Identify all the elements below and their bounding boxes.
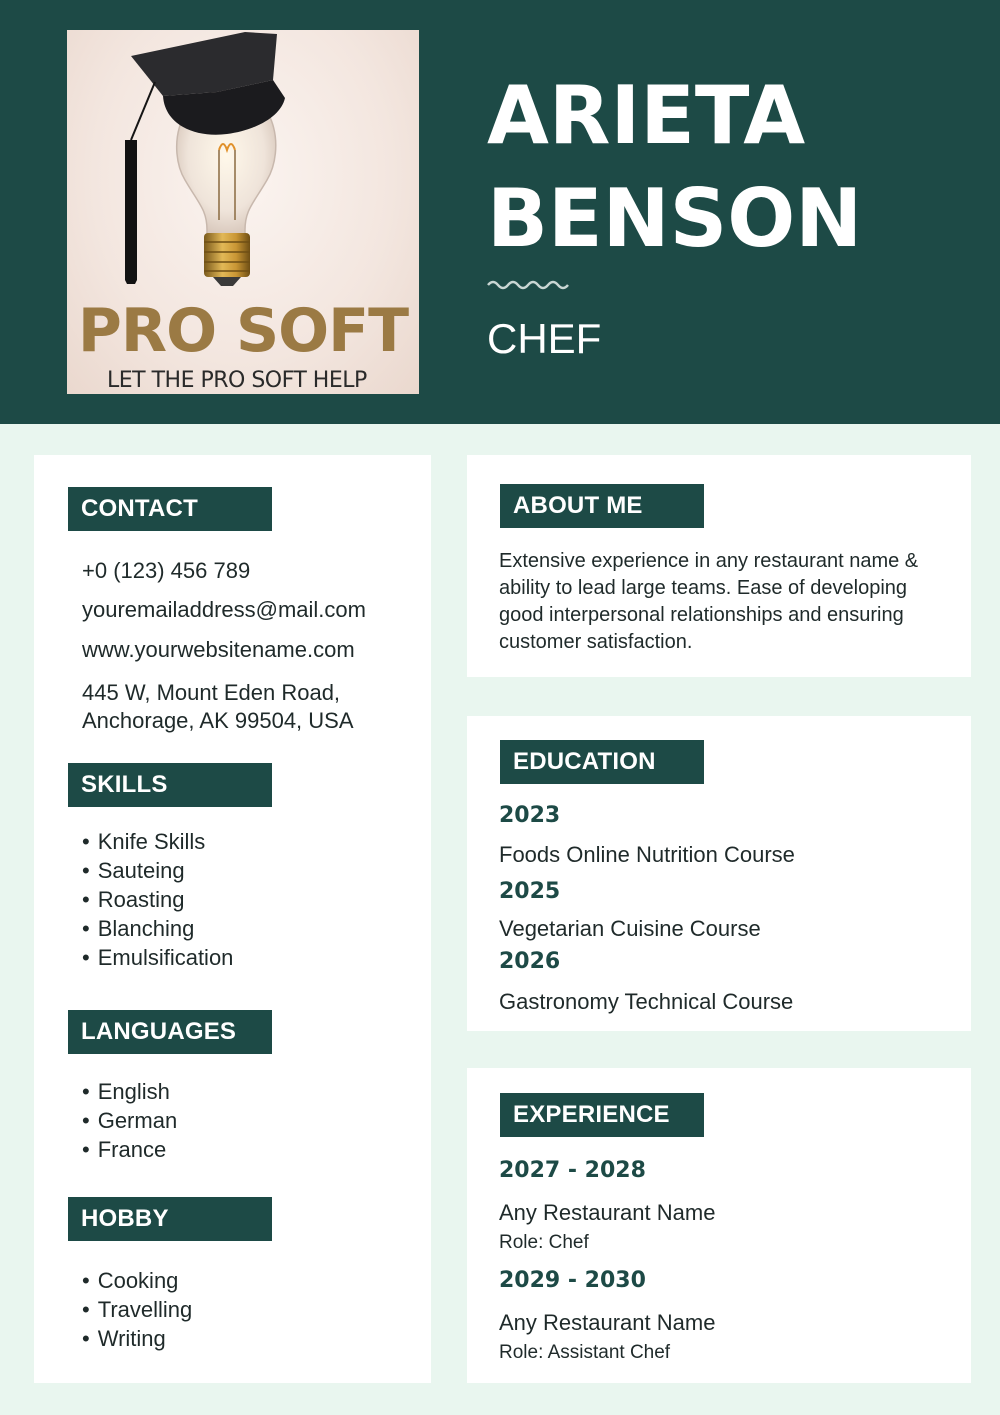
about-text bbox=[499, 548, 959, 656]
about-line: customer satisfaction. bbox=[499, 631, 693, 653]
brand-tagline: LET THE PRO SOFT HELP bbox=[107, 368, 367, 393]
about-line: good interpersonal relationships and ensuring bbox=[499, 604, 904, 626]
languages-heading: LANGUAGES bbox=[68, 1010, 272, 1054]
about-line: Extensive experience in any restaurant name & bbox=[499, 550, 919, 572]
hobby-list bbox=[82, 1266, 192, 1353]
hobby-heading: HOBBY bbox=[68, 1197, 272, 1241]
list-item: • Sauteing bbox=[82, 856, 233, 885]
job-title: CHEF bbox=[487, 315, 602, 362]
experience-role: Role: Assistant Chef bbox=[499, 1342, 671, 1363]
experience-years: 2029 - 2030 bbox=[499, 1268, 646, 1293]
contact-heading: CONTACT bbox=[68, 487, 272, 531]
experience-years: 2027 - 2028 bbox=[499, 1158, 646, 1183]
list-item: • Travelling bbox=[82, 1295, 192, 1324]
resume-header bbox=[0, 0, 1000, 424]
about-card bbox=[467, 455, 971, 677]
left-column-card bbox=[34, 455, 431, 1383]
experience-card bbox=[467, 1068, 971, 1383]
contact-website: www.yourwebsitename.com bbox=[82, 637, 355, 662]
education-year: 2023 bbox=[499, 803, 561, 828]
experience-role: Role: Chef bbox=[499, 1232, 589, 1253]
first-name: ARIETA bbox=[487, 69, 806, 162]
list-item: • France bbox=[82, 1135, 177, 1164]
experience-heading: EXPERIENCE bbox=[500, 1093, 704, 1137]
education-course: Vegetarian Cuisine Course bbox=[499, 916, 761, 941]
list-item: • German bbox=[82, 1106, 177, 1135]
about-line: ability to lead large teams. Ease of developing bbox=[499, 577, 908, 599]
skills-heading: SKILLS bbox=[68, 763, 272, 807]
education-heading: EDUCATION bbox=[500, 740, 704, 784]
education-year: 2026 bbox=[499, 949, 561, 974]
wave-divider-icon bbox=[487, 278, 569, 290]
education-year: 2025 bbox=[499, 879, 561, 904]
skills-list bbox=[82, 827, 233, 972]
contact-email: youremailaddress@mail.com bbox=[82, 597, 366, 622]
brand-name: PRO SOFT bbox=[77, 296, 409, 366]
list-item: • Emulsification bbox=[82, 943, 233, 972]
list-item: • Knife Skills bbox=[82, 827, 233, 856]
contact-phone: +0 (123) 456 789 bbox=[82, 558, 251, 583]
languages-list bbox=[82, 1077, 177, 1164]
logo-image bbox=[67, 30, 419, 394]
list-item: • Roasting bbox=[82, 885, 233, 914]
list-item: • English bbox=[82, 1077, 177, 1106]
contact-address-line2: Anchorage, AK 99504, USA bbox=[82, 708, 354, 733]
about-heading: ABOUT ME bbox=[500, 484, 704, 528]
education-card bbox=[467, 716, 971, 1031]
education-course: Gastronomy Technical Course bbox=[499, 989, 794, 1014]
list-item: • Blanching bbox=[82, 914, 233, 943]
last-name: BENSON bbox=[487, 172, 863, 265]
experience-place: Any Restaurant Name bbox=[499, 1200, 716, 1225]
list-item: • Writing bbox=[82, 1324, 192, 1353]
experience-place: Any Restaurant Name bbox=[499, 1310, 716, 1335]
list-item: • Cooking bbox=[82, 1266, 192, 1295]
contact-address-line1: 445 W, Mount Eden Road, bbox=[82, 680, 341, 705]
education-course: Foods Online Nutrition Course bbox=[499, 842, 795, 867]
